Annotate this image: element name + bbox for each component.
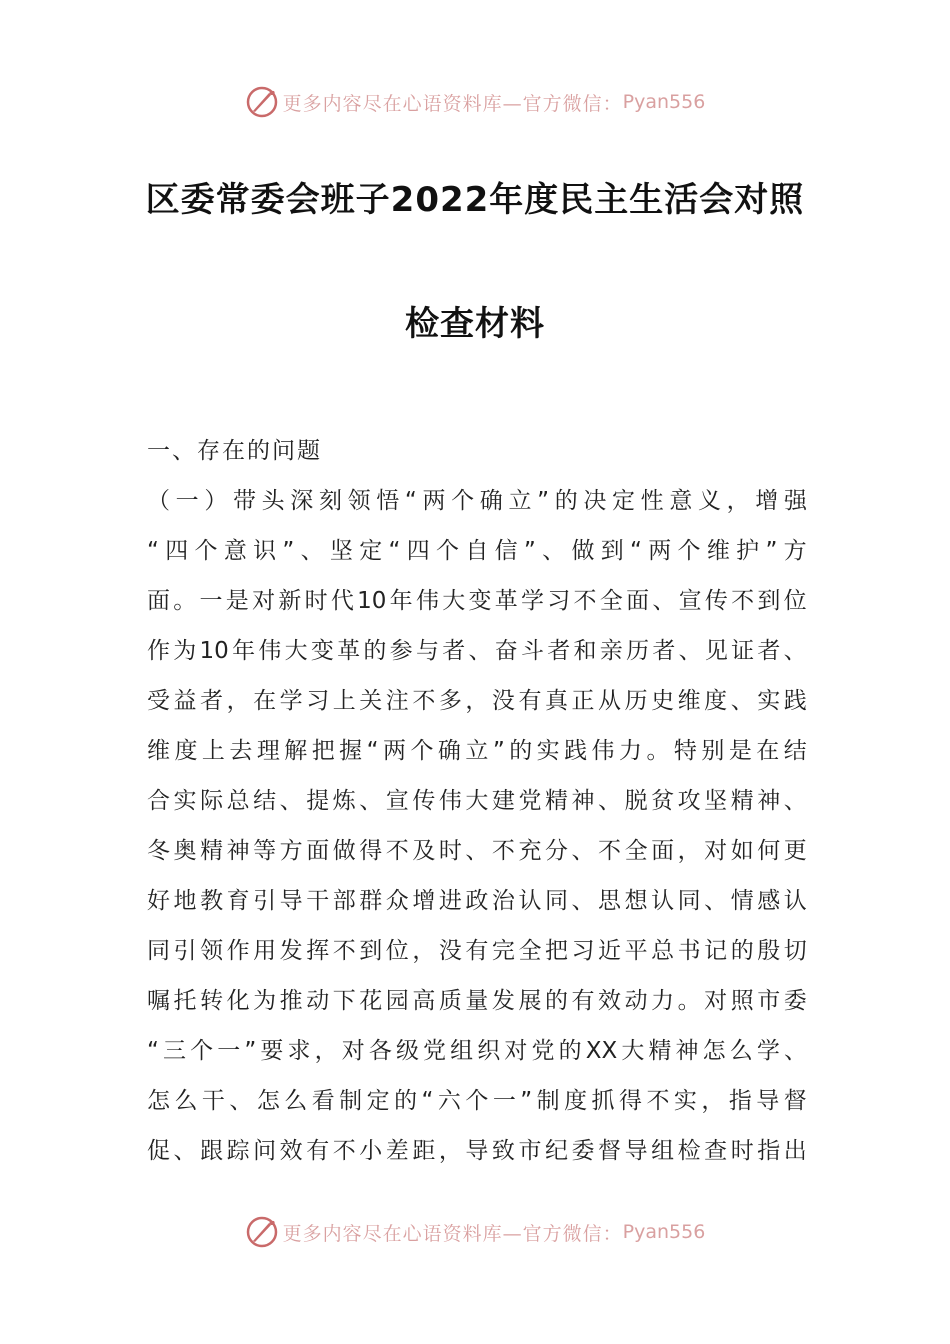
body-line: 作 为 10 年 伟 大 变 革 的 参 与 者 、 奋 斗 者 和 亲 历 者 、 见 证 者 、 [147, 638, 807, 664]
body-line: 同 引 领 作 用 发 挥 不 到 位 ， 没 有 完 全 把 习 近 平 总 书 记 的 殷 切 [147, 938, 807, 964]
quill-logo-icon [245, 1215, 279, 1249]
document-title-line-1: 区委常委会班子2022年度民主生活会对照 [145, 180, 805, 220]
watermark-wechat-id: Pyan556 [622, 91, 706, 113]
document-title-line-2: 检查材料 [405, 304, 545, 344]
body-line: 受 益 者 ， 在 学 习 上 关 注 不 多 ， 没 有 真 正 从 历 史 维 度 、 实 践 [147, 688, 807, 714]
watermark-banner-bottom [0, 1212, 950, 1252]
body-line: 怎 么 干 、 怎 么 看 制 定 的 “ 六 个 一 ” 制 度 抓 得 不 实 ， 指 导 督 [147, 1088, 807, 1114]
body-line: 冬 奥 精 神 等 方 面 做 得 不 及 时 、 不 充 分 、 不 全 面 ， 对 如 何 更 [147, 838, 807, 864]
watermark-text: 更多内容尽在心语资料库—官方微信： [282, 1222, 623, 1245]
body-line: “ 三 个 一 ” 要 求 ， 对 各 级 党 组 织 对 党 的 XX 大 精 神 怎 么 学 、 [147, 1038, 807, 1064]
body-line: 面 。 一 是 对 新 时 代 10 年 伟 大 变 革 学 习 不 全 面 、 宣 传 不 到 位 [147, 588, 807, 614]
body-line: 好 地 教 育 引 导 干 部 群 众 增 进 政 治 认 同 、 思 想 认 同 、 情 感 认 [147, 888, 807, 914]
watermark-banner-top [0, 82, 950, 122]
quill-logo-icon [245, 85, 279, 119]
body-paragraph [147, 476, 807, 1176]
body-line: 促 、 跟 踪 问 效 有 不 小 差 距 ， 导 致 市 纪 委 督 导 组 检 查 时 指 出 [147, 1138, 807, 1164]
body-line: 维 度 上 去 理 解 把 握 “ 两 个 确 立 ” 的 实 践 伟 力 。 特 别 是 在 结 [147, 738, 807, 764]
section-heading: 一、存在的问题 [147, 438, 322, 464]
body-line: （ 一 ） 带 头 深 刻 领 悟 “ 两 个 确 立 ” 的 决 定 性 意 义 ， 增 强 [147, 488, 807, 514]
watermark-text: 更多内容尽在心语资料库—官方微信： [282, 92, 623, 115]
body-line: 嘱 托 转 化 为 推 动 下 花 园 高 质 量 发 展 的 有 效 动 力 。 对 照 市 委 [147, 988, 807, 1014]
watermark-wechat-id: Pyan556 [622, 1221, 706, 1243]
body-line: “ 四 个 意 识 ” 、 坚 定 “ 四 个 自 信 ” 、 做 到 “ 两 个 维 护 ” 方 [147, 538, 807, 564]
body-line: 合 实 际 总 结 、 提 炼 、 宣 传 伟 大 建 党 精 神 、 脱 贫 攻 坚 精 神 、 [147, 788, 807, 814]
